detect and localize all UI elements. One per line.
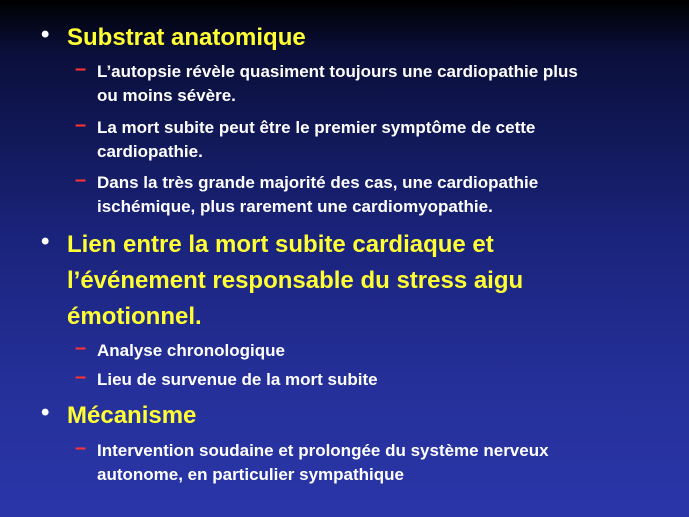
sub-item: [0, 439, 689, 487]
section-heading: [0, 227, 689, 335]
bullet-dot-icon: •: [41, 228, 50, 255]
list-item: – Analyse chronologique: [75, 337, 285, 360]
sub-item: [0, 339, 689, 363]
list-item: – Dans la très grande majorité des cas, une cardiopathie ischémique, plus rarement une cardiomyopathie.: [75, 169, 539, 216]
list-item: – L’autopsie révèle quasiment toujours une cardiopathie plus ou moins sévère.: [75, 58, 578, 105]
dash-icon: –: [75, 337, 87, 359]
section-substrat: [0, 20, 689, 56]
list-item: – Intervention soudaine et prolongée du système nerveux autonome, en particulier sympathique: [75, 437, 549, 484]
list-item: – La mort subite peut être le premier symptôme de cette cardiopathie.: [75, 114, 536, 161]
sub-item: [0, 116, 689, 164]
section-heading: [0, 20, 689, 56]
bullet-dot-icon: •: [41, 399, 50, 426]
sub-item: [0, 60, 689, 108]
section-lien: [0, 227, 689, 335]
heading-text: Mécanisme: [67, 402, 197, 429]
dash-icon: –: [75, 169, 87, 191]
dash-icon: –: [75, 437, 87, 459]
section-mecanisme: [0, 398, 689, 434]
heading-text: Lien entre la mort subite cardiaque et l’événement responsable du stress aigu émotionnel.: [67, 231, 524, 330]
list-item: – Lieu de survenue de la mort subite: [75, 366, 378, 389]
section-heading: [0, 398, 689, 434]
sub-item: [0, 171, 689, 219]
sub-item: [0, 368, 689, 392]
bullet-dot-icon: •: [41, 21, 50, 48]
dash-icon: –: [75, 114, 87, 136]
dash-icon: –: [75, 366, 87, 388]
dash-icon: –: [75, 58, 87, 80]
heading-text: Substrat anatomique: [67, 24, 306, 51]
